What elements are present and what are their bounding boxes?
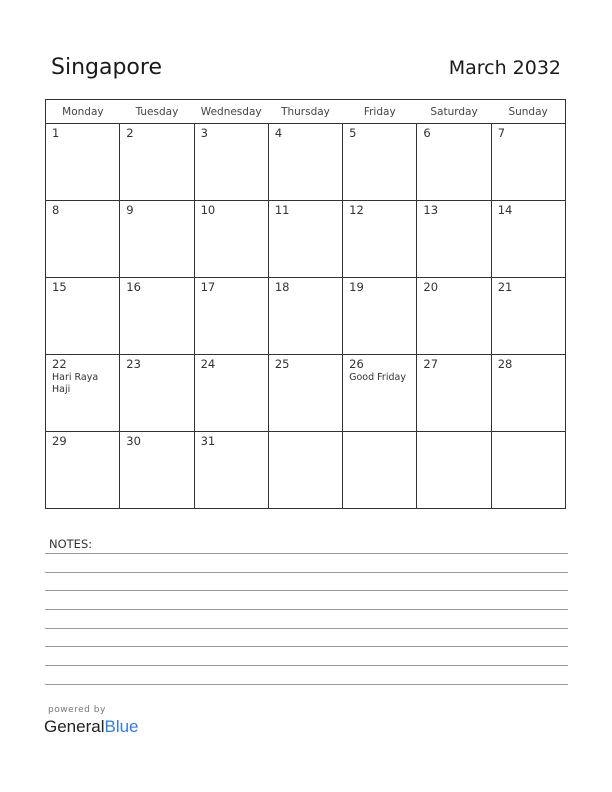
- brand-logo[interactable]: [44, 717, 139, 737]
- day-number: 1: [52, 126, 60, 140]
- day-number: 4: [274, 126, 283, 140]
- note-line: [45, 628, 568, 629]
- day-number: 22: [52, 357, 67, 371]
- weekday-wednesday: Wednesday: [194, 100, 268, 124]
- calendar-day-cell[interactable]: [491, 432, 565, 509]
- day-number: 11: [274, 203, 290, 217]
- calendar-day-cell[interactable]: [46, 201, 120, 278]
- calendar-week-row: [46, 355, 566, 432]
- calendar-day-cell[interactable]: [268, 432, 342, 509]
- calendar-week-row: [46, 124, 566, 201]
- day-number: 21: [497, 280, 513, 294]
- calendar-day-cell[interactable]: [46, 432, 120, 509]
- note-line: [45, 572, 568, 573]
- calendar-week-row: [46, 201, 566, 278]
- brand-blue: Blue: [104, 717, 139, 736]
- calendar-day-cell[interactable]: [194, 432, 268, 509]
- day-number: 30: [126, 434, 141, 448]
- day-number: 9: [126, 203, 134, 217]
- day-number: 3: [200, 126, 208, 140]
- calendar-day-cell[interactable]: [268, 124, 342, 201]
- day-number: 29: [52, 434, 67, 448]
- calendar-day-cell[interactable]: [417, 355, 491, 432]
- day-number: 17: [200, 280, 216, 294]
- weekday-header-row: [46, 100, 566, 124]
- calendar-day-cell[interactable]: [343, 201, 417, 278]
- day-number: 18: [274, 280, 290, 294]
- day-number: 15: [52, 280, 67, 294]
- weekday-saturday: Saturday: [417, 100, 491, 124]
- calendar-day-cell[interactable]: [46, 278, 120, 355]
- calendar-day-cell[interactable]: [120, 124, 194, 201]
- day-number: 25: [274, 357, 290, 371]
- calendar-day-cell[interactable]: [343, 278, 417, 355]
- day-number: 27: [423, 357, 439, 371]
- calendar-day-cell[interactable]: [491, 355, 565, 432]
- day-number: 8: [52, 203, 60, 217]
- calendar-day-cell[interactable]: [46, 355, 120, 432]
- note-line: [45, 590, 568, 591]
- calendar-day-cell[interactable]: [120, 201, 194, 278]
- day-number: 7: [497, 126, 506, 140]
- day-number: 24: [200, 357, 216, 371]
- day-number: 2: [126, 126, 134, 140]
- day-number: 20: [423, 280, 439, 294]
- day-number: 23: [126, 357, 141, 371]
- weekday-tuesday: Tuesday: [120, 100, 194, 124]
- weekday-sunday: Sunday: [491, 100, 565, 124]
- day-number: 12: [349, 203, 364, 217]
- weekday-friday: Friday: [343, 100, 417, 124]
- note-line: [45, 684, 568, 685]
- calendar-day-cell[interactable]: [120, 432, 194, 509]
- day-number: 10: [200, 203, 216, 217]
- weekday-thursday: Thursday: [268, 100, 342, 124]
- calendar-day-cell[interactable]: [417, 124, 491, 201]
- notes-label: NOTES:: [49, 537, 93, 551]
- day-number: 14: [497, 203, 513, 217]
- weekday-monday: Monday: [46, 100, 120, 124]
- powered-by-text: powered by: [48, 705, 106, 715]
- calendar-day-cell[interactable]: [491, 278, 565, 355]
- holiday-label: Good Friday: [349, 372, 406, 383]
- day-number: 31: [200, 434, 216, 448]
- day-number: 16: [126, 280, 141, 294]
- day-number: 28: [497, 357, 513, 371]
- day-number: 19: [349, 280, 364, 294]
- calendar-day-cell[interactable]: [417, 201, 491, 278]
- calendar-day-cell[interactable]: [268, 355, 342, 432]
- calendar-body: [46, 124, 566, 509]
- calendar-day-cell[interactable]: [46, 124, 120, 201]
- calendar-day-cell[interactable]: [194, 278, 268, 355]
- calendar-day-cell[interactable]: [268, 201, 342, 278]
- day-number: 13: [423, 203, 439, 217]
- holiday-label: Hari Raya Haji: [52, 372, 99, 395]
- month-year-title: March 2032: [448, 57, 561, 79]
- calendar-grid: [45, 99, 566, 509]
- day-number: 6: [423, 126, 431, 140]
- note-line: [45, 609, 568, 610]
- calendar-day-cell[interactable]: [343, 124, 417, 201]
- day-number: 26: [349, 357, 364, 371]
- calendar-day-cell[interactable]: [268, 278, 342, 355]
- calendar-day-cell[interactable]: [194, 201, 268, 278]
- calendar-day-cell[interactable]: [194, 124, 268, 201]
- location-title: Singapore: [51, 55, 162, 80]
- calendar-day-cell[interactable]: [120, 355, 194, 432]
- calendar-day-cell[interactable]: [120, 278, 194, 355]
- note-line: [45, 665, 568, 666]
- calendar-day-cell[interactable]: [491, 201, 565, 278]
- calendar-day-cell[interactable]: [491, 124, 565, 201]
- day-number: 5: [349, 126, 357, 140]
- calendar-week-row: [46, 278, 566, 355]
- note-line: [45, 553, 568, 554]
- calendar-day-cell[interactable]: [417, 432, 491, 509]
- calendar-week-row: [46, 432, 566, 509]
- brand-general: General: [44, 717, 105, 736]
- calendar-day-cell[interactable]: [343, 355, 417, 432]
- calendar-day-cell[interactable]: [343, 432, 417, 509]
- note-line: [45, 646, 568, 647]
- calendar-day-cell[interactable]: [194, 355, 268, 432]
- calendar-day-cell[interactable]: [417, 278, 491, 355]
